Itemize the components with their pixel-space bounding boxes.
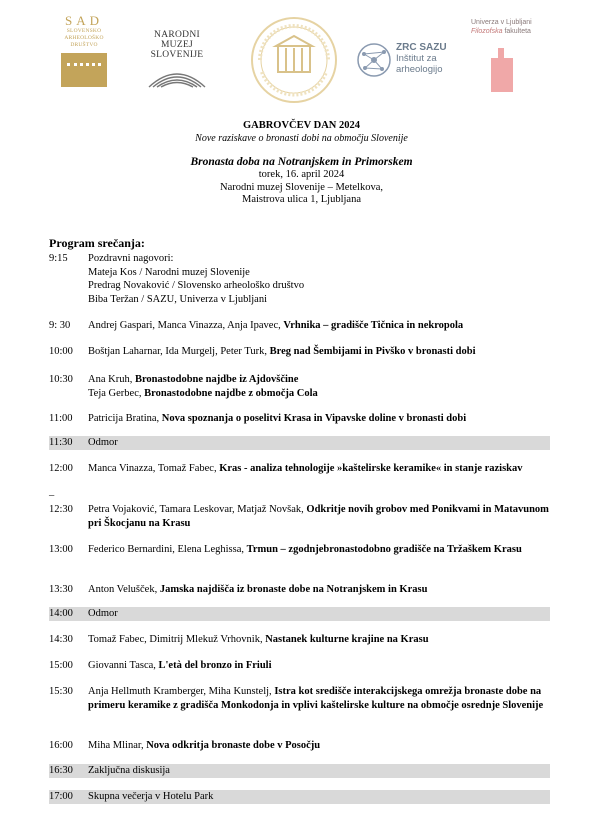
- program-time: 15:30: [49, 686, 73, 697]
- logo-strip: [0, 0, 603, 115]
- sad-logo-title: SAD: [64, 13, 103, 28]
- program-item: [49, 412, 550, 426]
- program-speakers: Petra Vojaković, Tamara Leskovar, Matjaž Novšak,: [88, 504, 307, 515]
- zrc-name: ZRC SAZU: [396, 42, 447, 53]
- program-break: [49, 436, 550, 450]
- event-header: [0, 120, 603, 207]
- event-address: Maistrova ulica 1, Ljubljana: [242, 194, 361, 205]
- program-break-label: Odmor: [88, 608, 118, 619]
- event-subtitle: Nove raziskave o bronasti dobi na območju Slovenije: [195, 132, 408, 144]
- zrc-sub: arheologijo: [396, 64, 443, 75]
- program-time: 13:30: [49, 584, 73, 595]
- program-time: 17:00: [49, 791, 73, 802]
- zrc-text: [396, 42, 447, 75]
- sad-logo-line: SLOVENSKO: [66, 28, 102, 34]
- program-time: 11:00: [49, 413, 73, 424]
- program-time: 13:00: [49, 544, 73, 555]
- program-speakers: Anton Velušček,: [88, 584, 160, 595]
- event-title: GABROVČEV DAN 2024: [242, 120, 361, 131]
- program-talk-title: Odkritje novih grobov med Ponikvami in Matavunom pri Škocjanu na Krasu: [88, 504, 549, 529]
- univerza-logo: [471, 18, 537, 98]
- program-greeting: Mateja Kos / Narodni muzej Slovenije: [88, 266, 250, 278]
- event-venue: Narodni muzej Slovenije – Metelkova,: [219, 181, 383, 193]
- program-time: 16:30: [49, 765, 73, 776]
- program-speakers: Manca Vinazza, Tomaž Fabec,: [88, 463, 220, 474]
- program-closing: [49, 764, 550, 778]
- uni-line-1: Univerza v Ljubljani: [471, 19, 532, 26]
- program-item: [49, 503, 550, 530]
- program-item: [49, 345, 550, 359]
- zrc-sub: Inštitut za: [396, 53, 437, 64]
- program-speakers: Miha Mlinar,: [88, 740, 147, 751]
- nms-logo-line: NARODNI: [154, 30, 200, 40]
- program-talk-title: L'età del bronzo in Friuli: [158, 660, 272, 671]
- program-item: [49, 319, 550, 333]
- program-talk-title: Bronastodobne najdbe z območja Cola: [144, 387, 318, 399]
- program-break-label: Skupna večerja v Hotelu Park: [88, 791, 214, 802]
- program-greeting: Predrag Novaković / Slovensko arheološko društvo: [88, 280, 305, 291]
- program-speakers: Tomaž Fabec, Dimitrij Mlekuž Vrhovnik,: [88, 634, 266, 645]
- nms-logo-line: MUZEJ: [160, 40, 194, 50]
- program-speakers: Teja Gerbec,: [88, 387, 145, 399]
- sazu-seal-logo: [250, 14, 338, 106]
- program-talk-title: Bronastodobne najdbe iz Ajdovščine: [134, 374, 299, 385]
- program-talk-title: Nova odkritja bronaste dobe v Posočju: [146, 740, 321, 751]
- program-item: [49, 685, 550, 712]
- program-time: 12:00: [49, 463, 73, 474]
- sazu-seal-icon: [250, 14, 338, 106]
- program-break-label: Odmor: [88, 437, 118, 448]
- program-talk-title: Jamska najdišča iz bronaste dobe na Notranjskem in Krasu: [159, 584, 428, 595]
- program-speakers: Anja Hellmuth Kramberger, Miha Kunstelj,: [88, 686, 275, 697]
- nms-logo-line: SLOVENIJE: [150, 50, 204, 60]
- program-speakers: Boštjan Laharnar, Ida Murgelj, Peter Turk,: [88, 346, 270, 357]
- program-item: [49, 462, 550, 476]
- program-dinner: [49, 790, 550, 804]
- program-talk-title: Breg nad Šembijami in Pivško v bronasti dobi: [269, 346, 476, 357]
- program-talk-title: Vrhnika – gradišče Tičnica in nekropola: [283, 320, 464, 331]
- sad-logo-line: DRUŠTVO: [70, 42, 98, 48]
- event-date: torek, 16. april 2024: [258, 169, 345, 180]
- event-theme: Bronasta doba na Notranjskem in Primorskem: [190, 156, 413, 168]
- sad-emblem-icon: [61, 53, 107, 87]
- program-item: [49, 659, 550, 673]
- program-time: 14:00: [49, 608, 73, 619]
- program-item: [49, 252, 550, 306]
- program-talk-title: Istra kot središče interakcijskega omrežja bronaste dobe na primeru keramike z gradišča Monkodonja in vplivi kaštelirske kulture na območje osrednje Slovenije: [88, 686, 544, 711]
- program-item: [49, 739, 550, 753]
- program-speakers: Ana Kruh,: [88, 374, 135, 385]
- program-time: 10:00: [49, 346, 73, 357]
- program-text: Pozdravni nagovori:: [88, 253, 174, 264]
- program-item: [49, 583, 550, 597]
- program-time: 9: 30: [49, 320, 71, 331]
- program-greeting: Biba Teržan / SAZU, Univerza v Ljubljani: [88, 293, 267, 305]
- stray-dash: –: [49, 490, 55, 501]
- program-item: [49, 373, 550, 400]
- sad-logo-line: ARHEOLOŠKO: [64, 35, 104, 41]
- program-speakers: Giovanni Tasca,: [88, 660, 159, 671]
- program-break-label: Zaključna diskusija: [88, 765, 170, 776]
- uni-emblem-icon: [491, 58, 513, 92]
- program-talk-title: Nova spoznanja o poselitvi Krasa in Vipavske doline v bronasti dobi: [161, 413, 467, 424]
- zrc-sazu-logo: [356, 42, 466, 82]
- program-time: 12:30: [49, 504, 73, 515]
- program-talk-title: Trmun – zgodnjebronastodobno gradišče na Tržaškem Krasu: [246, 544, 522, 555]
- program-time: 15:00: [49, 660, 73, 671]
- nms-arcs-icon: [145, 63, 209, 91]
- program-time: 10:30: [49, 374, 73, 385]
- program-speakers: Federico Bernardini, Elena Leghissa,: [88, 544, 247, 555]
- program-time: 16:00: [49, 740, 73, 751]
- program-time: 14:30: [49, 634, 73, 645]
- program-item: [49, 633, 550, 647]
- program-break: [49, 607, 550, 621]
- narodni-muzej-logo: [142, 30, 212, 95]
- program-talk-title: Nastanek kulturne krajine na Krasu: [265, 634, 429, 645]
- program-time: 9:15: [49, 253, 68, 264]
- sad-logo: [58, 14, 110, 98]
- uni-line-2: Filozofska fakulteta: [471, 28, 531, 35]
- zrc-network-icon: [356, 42, 392, 78]
- program-item: [49, 543, 550, 557]
- program-speakers: Andrej Gaspari, Manca Vinazza, Anja Ipavec,: [88, 320, 284, 331]
- program-talk-title: Kras - analiza tehnologije »kaštelirske keramike« in stanje raziskav: [219, 463, 523, 474]
- program-speakers: Patricija Bratina,: [88, 413, 162, 424]
- program-heading: Program srečanja:: [49, 236, 145, 250]
- program-time: 11:30: [49, 437, 73, 448]
